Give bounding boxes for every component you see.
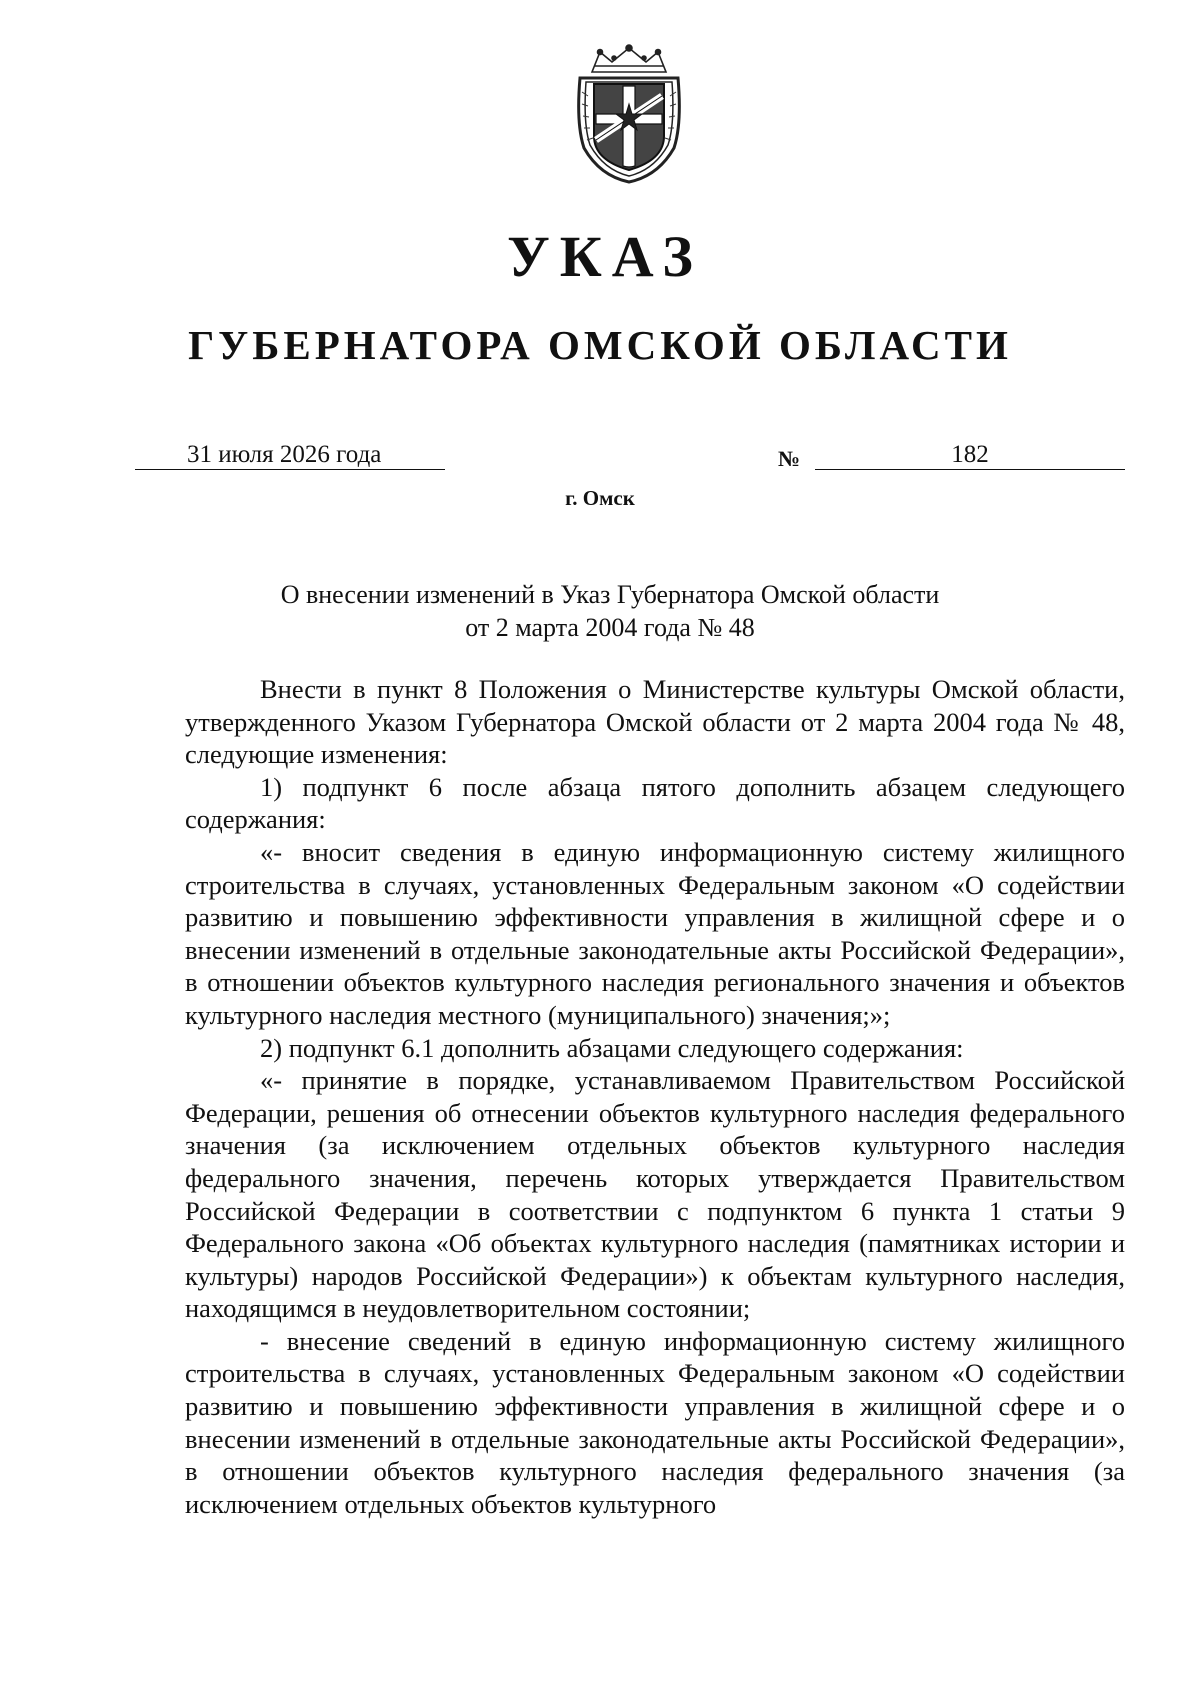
- document-date: 31 июля 2026 года: [135, 440, 445, 470]
- body-paragraph: Внести в пункт 8 Положения о Министерстве культуры Омской области, утвержденного Указом Губернатора Омской области от 2 марта 2004 года № 48, следующие изменения:: [185, 674, 1125, 770]
- body-paragraph: - внесение сведений в единую информационную систему жилищного строительства в случаях, установленных Федеральным законом «О содействии развитию и повышению эффективности управления в жилищной сфере и о внесении изменений в отдельные законодательные акты Российской Федерации», в отношении объектов культурного наследия федерального значения (за исключением отдельных объектов культурного: [185, 1325, 1125, 1519]
- body-paragraph: 1) подпункт 6 после абзаца пятого дополнить абзацем следующего содержания:: [185, 771, 1125, 835]
- body-paragraph: 2) подпункт 6.1 дополнить абзацами следующего содержания:: [260, 1032, 964, 1063]
- body-paragraph: «- вносит сведения в единую информационную систему жилищного строительства в случаях, установленных Федеральным законом «О содействии развитию и повышению эффективности управления в жилищной сфере и о внесении изменений в отдельные законодательные акты Российской Федерации», в отношении объектов культурного наследия регионального значения и объектов культурного наследия местного (муниципального) значения;»;: [185, 836, 1125, 1030]
- body-paragraph: «- принятие в порядке, устанавливаемом Правительством Российской Федерации, решения об отнесении объектов культурного наследия федерального значения (за исключением отдельных объектов культурного наследия федерального значения, перечень которых утверждается Правительством Российской Федерации в соответствии с подпунктом 6 пункта 1 статьи 9 Федерального закона «Об объектах культурного наследия (памятниках истории и культуры) народов Российской Федерации») к объектам культурного наследия, находящимся в неудовлетворительном состоянии;: [185, 1065, 1125, 1324]
- omsk-coat-of-arms-emblem: [570, 44, 688, 184]
- document-number: 182: [815, 440, 1125, 470]
- number-sign: №: [778, 446, 801, 471]
- document-subtitle: ГУБЕРНАТОРА ОМСКОЙ ОБЛАСТИ: [188, 322, 1012, 368]
- subject-line-2: от 2 марта 2004 года № 48: [465, 613, 755, 642]
- subject-line-1: О внесении изменений в Указ Губернатора Омской области: [280, 580, 940, 609]
- document-body: [185, 673, 1125, 1520]
- document-title: УКАЗ: [507, 224, 703, 289]
- document-city: г. Омск: [565, 486, 635, 510]
- document-subject: [200, 578, 1020, 644]
